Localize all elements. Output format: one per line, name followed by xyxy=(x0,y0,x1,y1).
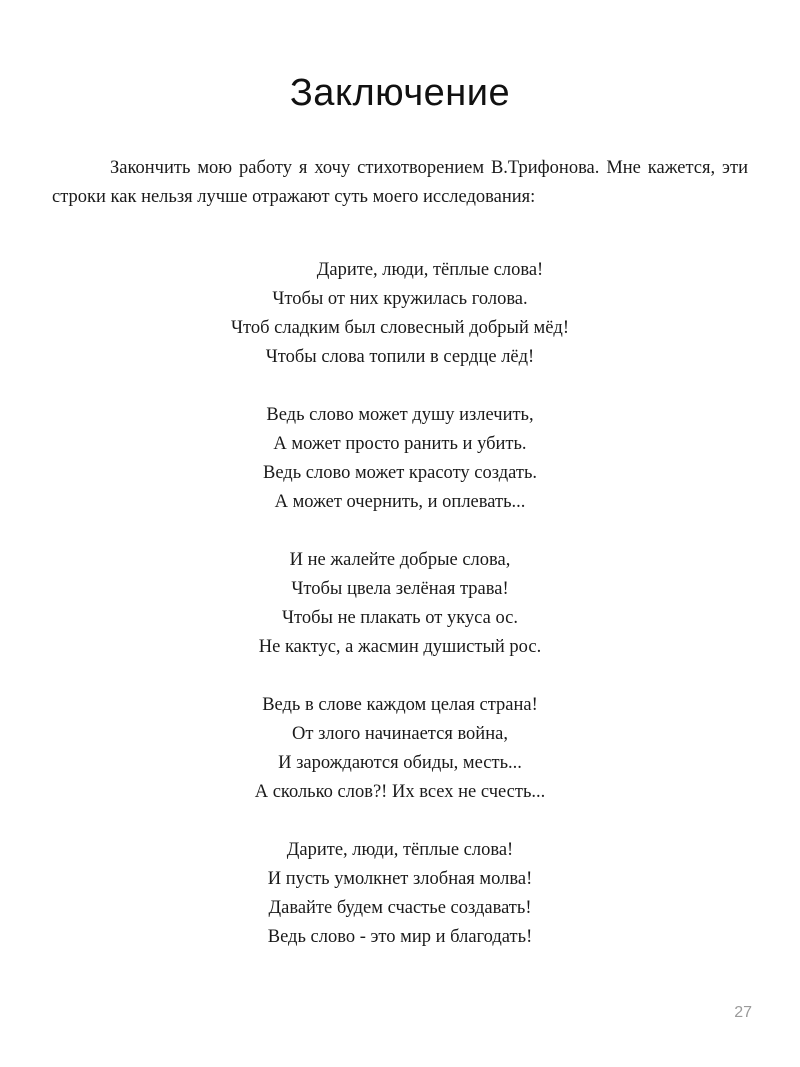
poem-stanza-5 xyxy=(0,836,800,952)
poem-stanza-4 xyxy=(0,691,800,807)
poem-line: Ведь слово может душу излечить, xyxy=(266,405,534,425)
poem-line: Дарите, люди, тёплые слова! xyxy=(286,840,514,860)
poem-line: Чтоб сладким был словесный добрый мёд! xyxy=(231,318,569,338)
poem-line: Чтобы слова топили в сердце лёд! xyxy=(265,347,535,367)
poem-line: Не кактус, а жасмин душистый рос. xyxy=(258,637,542,657)
poem-line: Дарите, люди, тёплые слова! xyxy=(316,260,544,280)
poem-line: И зарождаются обиды, месть... xyxy=(278,753,522,773)
poem xyxy=(0,256,800,952)
poem-line: И не жалейте добрые слова, xyxy=(289,550,511,570)
poem-stanza-3 xyxy=(0,546,800,662)
poem-line: Чтобы не плакать от укуса ос. xyxy=(281,608,518,628)
poem-line: А может просто ранить и убить. xyxy=(273,434,527,454)
poem-line: Давайте будем счастье создавать! xyxy=(268,898,532,918)
poem-line: А может очернить, и оплевать... xyxy=(274,492,526,512)
poem-line: И пусть умолкнет злобная молва! xyxy=(267,869,533,889)
intro-paragraph: Закончить мою работу я хочу стихотворением В.Трифонова. Мне кажется, эти строки как нельзя лучше отражают суть моего исследования: xyxy=(52,158,748,207)
poem-line: От злого начинается война, xyxy=(292,724,508,744)
poem-line: Ведь в слове каждом целая страна! xyxy=(262,695,538,715)
poem-line: А сколько слов?! Их всех не счесть... xyxy=(254,782,546,802)
poem-stanza-2 xyxy=(0,401,800,517)
poem-line: Чтобы цвела зелёная трава! xyxy=(291,579,509,599)
page-number: 27 xyxy=(734,1004,752,1021)
poem-stanza-1 xyxy=(0,256,800,372)
poem-line: Чтобы от них кружилась голова. xyxy=(272,289,528,309)
poem-line: Ведь слово может красоту создать. xyxy=(262,463,538,483)
page-title: Заключение xyxy=(289,72,511,114)
poem-line: Ведь слово - это мир и благодать! xyxy=(267,927,533,947)
